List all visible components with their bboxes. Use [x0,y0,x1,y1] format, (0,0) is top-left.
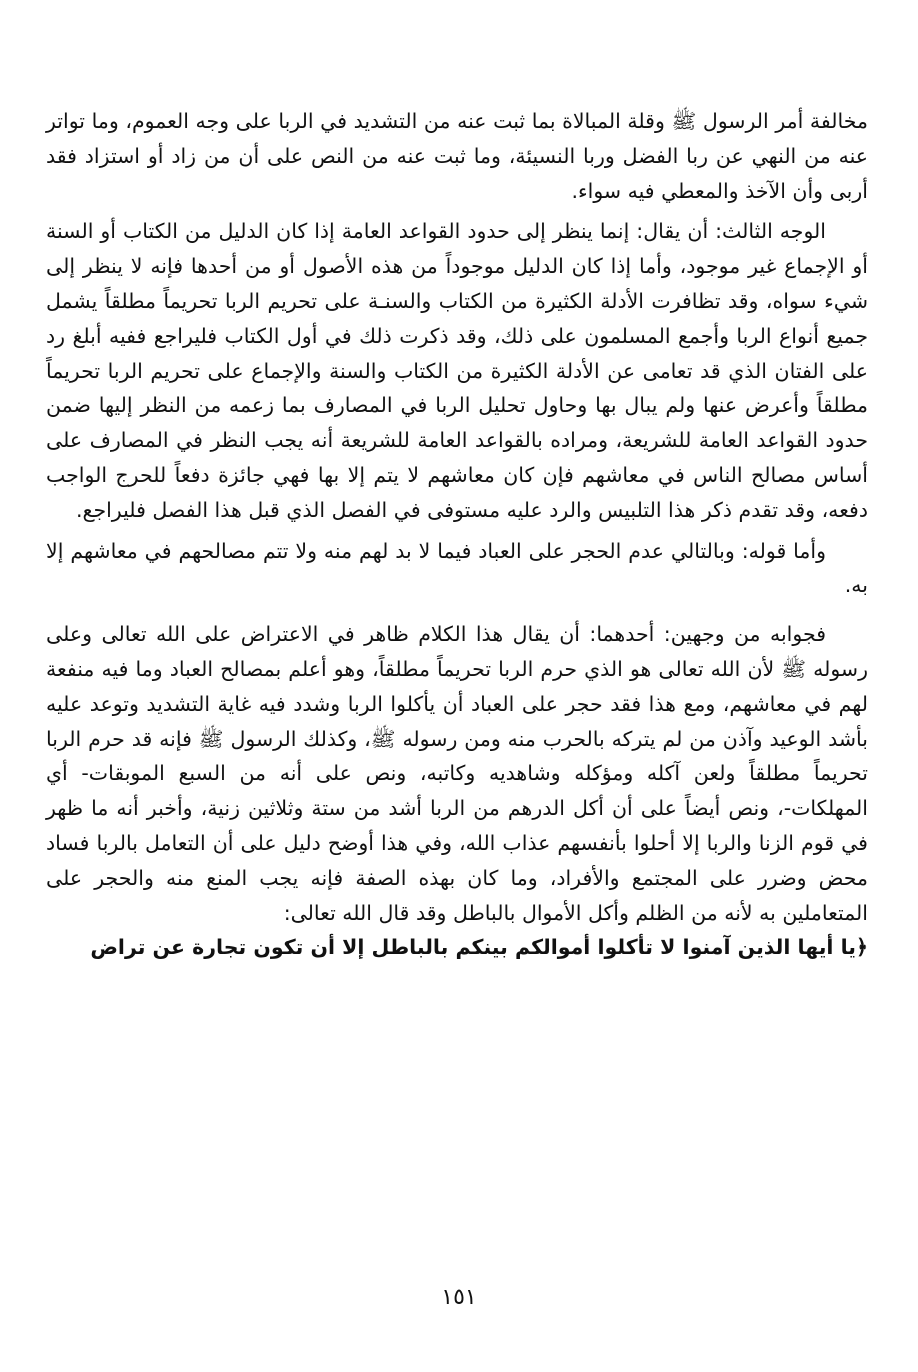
page-body [46,104,868,965]
paragraph-4: فجوابه من وجهين: أحدهما: أن يقال هذا الكلام ظاهر في الاعتراض على الله تعالى وعلى رسوله ﷺ لأن الله تعالى هو الذي حرم الربا تحريماً مطلقاً، وهو أعلم بمصالح العباد وما فيه منفعة لهم في معاشهم، ومع هذا فقد حجر على العباد أن يأكلوا الربا وشدد فيه غاية التشديد وتوعد عليه بأشد الوعيد وآذن من لم يتركه بالحرب منه ومن رسوله ﷺ، وكذلك الرسول ﷺ فإنه قد حرم الربا تحريماً مطلقاً ولعن آكله ومؤكله وشاهديه وكاتبه، ونص على أنه من السبع الموبقات- أي المهلكات-، ونص أيضاً على أن أكل الدرهم من الربا أشد من ستة وثلاثين زنية، وأخبر أنه ما ظهر في قوم الزنا والربا إلا أحلوا بأنفسهم عذاب الله، وفي هذا أوضح دليل على أن التعامل بالربا فساد محض وضرر على المجتمع والأفراد، وما كان بهذه الصفة فإنه يجب المنع منه والحجر على المتعاملين به لأنه من الظلم وأكل الأموال بالباطل وقد قال الله تعالى: [46,622,868,925]
page-number: ١٥١ [441,1285,477,1310]
paragraph-3: وأما قوله: وبالتالي عدم الحجر على العباد فيما لا بد لهم منه ولا تتم مصالحهم في معاشهم إلا به. [46,538,868,598]
paragraph-1: مخالفة أمر الرسول ﷺ وقلة المبالاة بما ثبت عنه من التشديد في الربا على وجه العموم، وما تواتر عنه من النهي عن ربا الفضل وربا النسيئة، وما ثبت عنه من النص على أن من زاد أو استزاد فقد أربى وأن الآخذ والمعطي فيه سواء. [46,109,868,203]
paragraph-2: الوجه الثالث: أن يقال: إنما ينظر إلى حدود القواعد العامة إذا كان الدليل من الكتاب أو السنة أو الإجماع غير موجود، وأما إذا كان الدليل موجوداً من هذه الأصول أو من أحدها فإنه لا ينظر إلى شيء سواه، وقد تظافرت الأدلة الكثيرة من الكتاب والسنـة على تحريم الربا تحريماً مطلقاً يشمل جميع أنواع الربا وأجمع المسلمون على ذلك، وقد ذكرت ذلك في أول الكتاب فليراجع ففيه أبلغ رد على الفتان الذي قد تعامى عن الأدلة الكثيرة من الكتاب والسنة والإجماع على تحريم الربا تحريماً مطلقاً وأعرض عنها ولم يبال بها وحاول تحليل الربا في المصارف بما زعمه من النظر إليها ضمن حدود القواعد العامة للشريعة، ومراده بالقواعد العامة للشريعة أنه يجب النظر في المصارف على أساس مصالح الناس في معاشهم فإن كان معاشهم لا يتم إلا بها فهي جائزة دفعاً للحرج الواجب دفعه، وقد تقدم ذكر هذا التلبيس والرد عليه مستوفى في الفصل الذي قبل هذا الفصل فليراجع. [46,219,868,522]
quran-verse: ﴿يا أيها الذين آمنوا لا تأكلوا أموالكم بينكم بالباطل إلا أن تكون تجارة عن تراض [90,935,868,960]
spacer [46,603,868,617]
